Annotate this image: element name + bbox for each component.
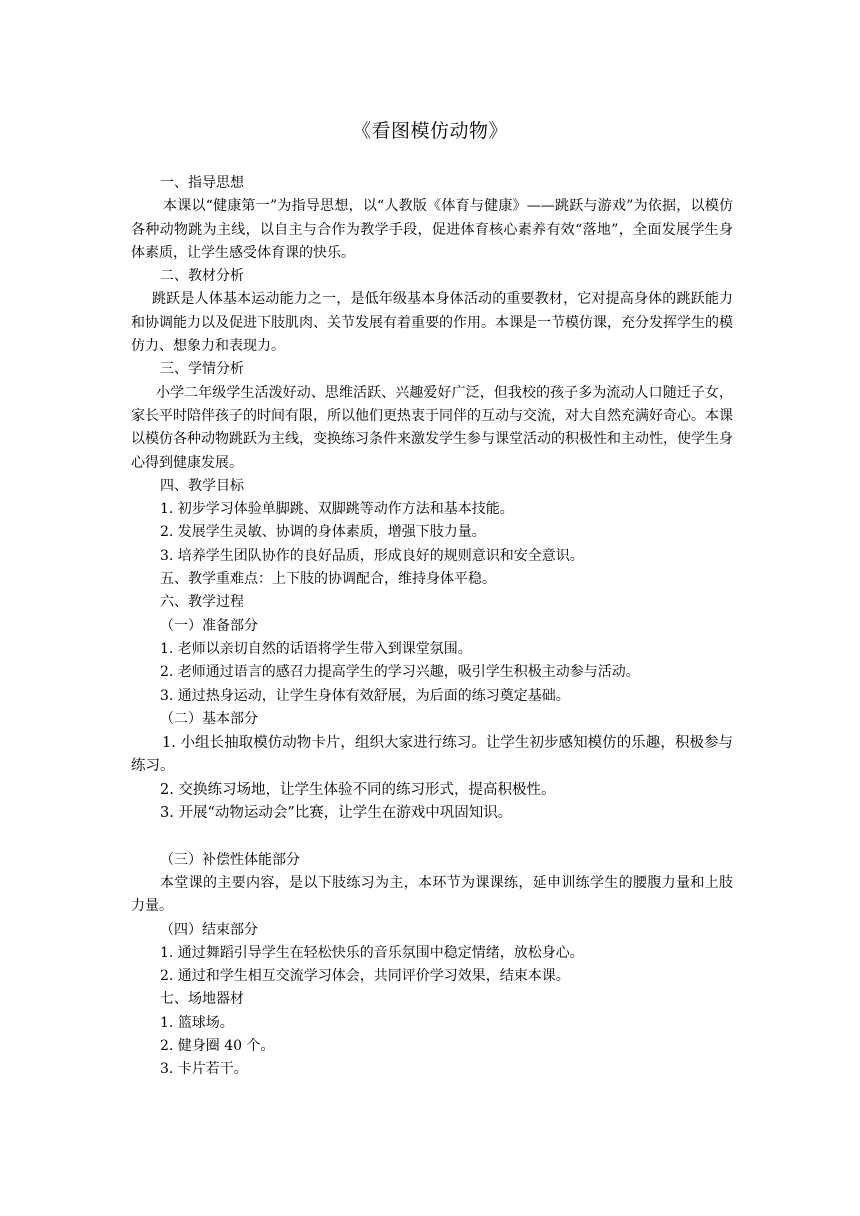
document-body: [131, 172, 733, 1082]
goal-item-3: 3. 培养学生团队协作的良好品质，形成良好的规则意识和安全意识。: [160, 547, 584, 564]
paragraph-student-analysis: 小学二年级学生活泼好动、思维活跃、兴趣爱好广泛，但我校的孩子多为流动人口随迁子女，家长平时陪伴孩子的时间有限，所以他们更热衷于同伴的互动与交流，对大自然充满好奇心。本课以模仿各种动物跳跃为主线，变换练习条件来激发学生参与课堂活动的积极性和主动性，使学生身心得到健康发展。: [131, 384, 733, 471]
paragraph-material-analysis: 跳跃是人体基本运动能力之一，是低年级基本身体活动的重要教材，它对提高身体的跳跃能力和协调能力以及促进下肢肌肉、关节发展有着重要的作用。本课是一节模仿课，充分发挥学生的模仿力、想象力和表现力。: [131, 291, 733, 355]
equipment-item-3: 3. 卡片若干。: [160, 1061, 248, 1078]
preparation-item-3: 3. 通过热身运动，让学生身体有效舒展，为后面的练习奠定基础。: [160, 687, 570, 704]
goal-item-2: 2. 发展学生灵敏、协调的身体素质，增强下肢力量。: [160, 524, 486, 541]
document-title: 《看图模仿动物》: [351, 120, 508, 142]
section-heading-key-points: 五、教学重难点：上下肢的协调配合，维持身体平稳。: [160, 571, 496, 588]
section-heading-teaching-process: 六、教学过程: [160, 594, 244, 611]
subsection-heading-ending: （四）结束部分: [160, 921, 258, 938]
paragraph-compensatory-fitness: 本堂课的主要内容，是以下肢练习为主，本环节为课课练，延申训练学生的腰腹力量和上肢力量。: [131, 874, 733, 915]
section-heading-material-analysis: 二、教材分析: [160, 268, 244, 285]
equipment-item-1: 1. 篮球场。: [160, 1014, 234, 1031]
preparation-item-2: 2. 老师通过语言的感召力提高学生的学习兴趣，吸引学生积极主动参与活动。: [160, 664, 640, 681]
ending-item-2: 2. 通过和学生相互交流学习体会，共同评价学习效果，结束本课。: [160, 968, 570, 985]
section-heading-guiding-thought: 一、指导思想: [160, 175, 244, 191]
section-heading-venue-equipment: 七、场地器材: [160, 991, 244, 1008]
subsection-heading-preparation: （一）准备部分: [160, 617, 258, 634]
equipment-item-2: 2. 健身圈 40 个。: [160, 1037, 275, 1054]
subsection-heading-basic-part: （二）基本部分: [160, 710, 258, 727]
goal-item-1: 1. 初步学习体验单脚跳、双脚跳等动作方法和基本技能。: [160, 501, 514, 518]
basic-part-item-3: 3. 开展“动物运动会”比赛，让学生在游戏中巩固知识。: [160, 805, 513, 822]
section-heading-teaching-goals: 四、教学目标: [160, 477, 244, 494]
paragraph-guiding-thought: 本课以“健康第一”为指导思想，以“人教版《体育与健康》——跳跃与游戏”为依据，以模仿各种动物跳为主线，以自主与合作为教学手段，促进体育核心素养有效“落地”，全面发展学生身体素质，让学生感受体育课的快乐。: [131, 198, 733, 261]
basic-part-item-2: 2. 交换练习场地，让学生体验不同的练习形式，提高积极性。: [160, 781, 556, 798]
ending-item-1: 1. 通过舞蹈引导学生在轻松快乐的音乐氛围中稳定情绪，放松身心。: [160, 944, 584, 961]
subsection-heading-compensatory-fitness: （三）补偿性体能部分: [160, 851, 300, 868]
blank-line: [131, 825, 733, 848]
basic-part-item-1: 1. 小组长抽取模仿动物卡片，组织大家进行练习。让学生初步感知模仿的乐趣，积极参与练习。: [131, 735, 733, 775]
section-heading-student-analysis: 三、学情分析: [160, 361, 244, 378]
preparation-item-1: 1. 老师以亲切自然的话语将学生带入到课堂氛围。: [160, 640, 472, 657]
